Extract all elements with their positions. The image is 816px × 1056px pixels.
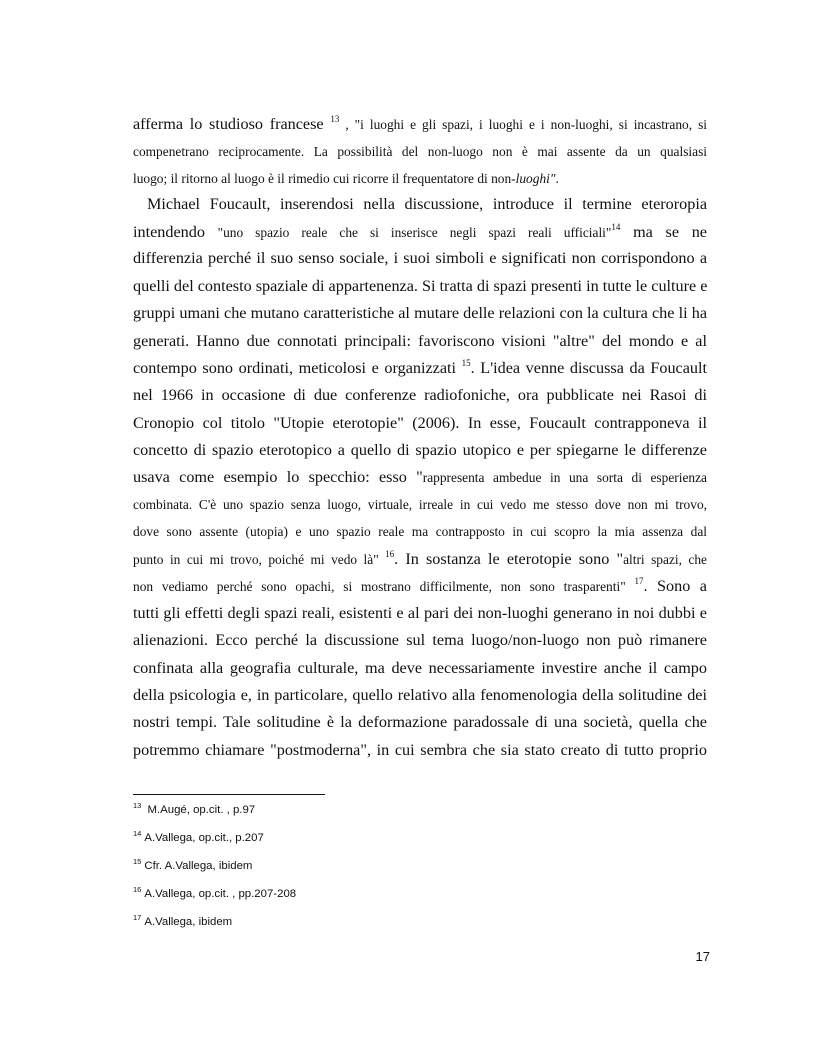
body-line-1: afferma lo studioso francese $^{13}$ , "i luoghi e gli spazi, i luoghi e i non-luoghi, si incastrano, si bbox=[133, 114, 707, 133]
body-line-10: contempo sono ordinati, meticolosi e organizzati $^{15}$. L'idea venne discussa da Foucault bbox=[133, 358, 707, 377]
footnote-16 bbox=[133, 884, 533, 904]
footnote-number: 13 bbox=[133, 801, 142, 810]
footnote-text: A.Vallega, ibidem bbox=[144, 916, 233, 928]
body-line-2: compenetrano reciprocamente. La possibilità del non-luogo non è mai assente da un qualsiasi bbox=[133, 144, 707, 159]
body-line-4: Michael Foucault, inserendosi nella discussione, introduce il termine eteroropia bbox=[147, 195, 707, 213]
body-line-6: differenzia perché il suo senso sociale, i suoi simboli e significati non corrispondono a bbox=[133, 249, 707, 267]
body-line-20: alienazioni. Ecco perché la discussione sul tema luogo/non-luogo non può rimanere bbox=[133, 631, 707, 649]
footnote-15 bbox=[133, 856, 533, 876]
footnote-number: 17 bbox=[133, 913, 142, 922]
footnote-number: 16 bbox=[133, 885, 142, 894]
body-line-8: gruppi umani che mutano caratteristiche al mutare delle relazioni con la cultura che li ha bbox=[133, 304, 707, 322]
footnote-13 bbox=[133, 800, 533, 820]
body-line-18: non vediamo perché sono opachi, si mostrano difficilmente, non sono trasparenti" $^{17}$. Sono a bbox=[133, 576, 707, 595]
footnote-ref-15[interactable]: 15 bbox=[461, 358, 471, 368]
footnote-text: A.Vallega, op.cit., p.207 bbox=[144, 832, 264, 844]
body-line-19: tutti gli effetti degli spazi reali, esistenti e al pari dei non-luoghi generano in noi dubbi e bbox=[133, 604, 707, 622]
footnote-number: 15 bbox=[133, 857, 142, 866]
body-line-3: luogo; il ritorno al luogo è il rimedio cui ricorre il frequentatore di non-luoghi". bbox=[133, 171, 559, 186]
footnote-text: A.Vallega, op.cit. , pp.207-208 bbox=[144, 888, 297, 900]
body-line-21: confinata alla geografia culturale, ma deve necessariamente investire anche il campo bbox=[133, 659, 707, 677]
body-line-15: combinata. C'è uno spazio senza luogo, virtuale, irreale in cui vedo me stesso dove non mi trovo, bbox=[133, 497, 707, 512]
page-number: 17 bbox=[695, 949, 710, 964]
body-line-22: della psicologia e, in particolare, quello relativo alla fenomenologia della solitudine dei bbox=[133, 686, 707, 704]
footnote-ref-16[interactable]: 16 bbox=[385, 549, 395, 559]
body-line-16: dove sono assente (utopia) e uno spazio reale ma contrapposto in cui scopro la mia assenza dal bbox=[133, 524, 707, 539]
footnote-text: Cfr. A.Vallega, ibidem bbox=[144, 860, 253, 872]
body-line-13: concetto di spazio eterotopico a quello di spazio utopico e per spiegarne le differenze bbox=[133, 441, 707, 459]
footnote-ref-14[interactable]: 14 bbox=[611, 222, 621, 232]
body-line-12: Cronopio col titolo "Utopie eterotopie" (2006). In esse, Foucault contrapponeva il bbox=[133, 414, 707, 432]
footnote-ref-13[interactable]: 13 bbox=[330, 114, 340, 124]
footnote-ref-17[interactable]: 17 bbox=[634, 576, 644, 586]
body-line-17: punto in cui mi trovo, poiché mi vedo là" $^{16}$. In sostanza le eterotopie sono "altri spazi, che bbox=[133, 549, 707, 568]
body-line-9: generati. Hanno due connotati principali: favoriscono visioni "altre" del mondo e al bbox=[133, 332, 707, 350]
body-line-7: quelli del contesto spaziale di appartenenza. Si tratta di spazi presenti in tutte le culture e bbox=[133, 277, 707, 295]
body-line-14: usava come esempio lo specchio: esso "rappresenta ambedue in una sorta di esperienza bbox=[133, 468, 707, 486]
footnote-number: 14 bbox=[133, 829, 142, 838]
footnote-17 bbox=[133, 912, 533, 932]
body-line-23: nostri tempi. Tale solitudine è la deformazione paradossale di una società, quella che bbox=[133, 713, 707, 731]
footnote-text: M.Augé, op.cit. , p.97 bbox=[144, 804, 256, 816]
body-line-11: nel 1966 in occasione di due conferenze radiofoniche, ora pubblicate nei Rasoi di bbox=[133, 386, 707, 404]
body-line-5: intendendo "uno spazio reale che si inserisce negli spazi reali ufficiali"$^{14}$ ma se ne bbox=[133, 222, 707, 241]
footnote-separator bbox=[133, 794, 325, 795]
body-line-24: potremmo chiamare "postmoderna", in cui sembra che sia stato creato di tutto proprio bbox=[133, 741, 707, 759]
footnote-14 bbox=[133, 828, 533, 848]
